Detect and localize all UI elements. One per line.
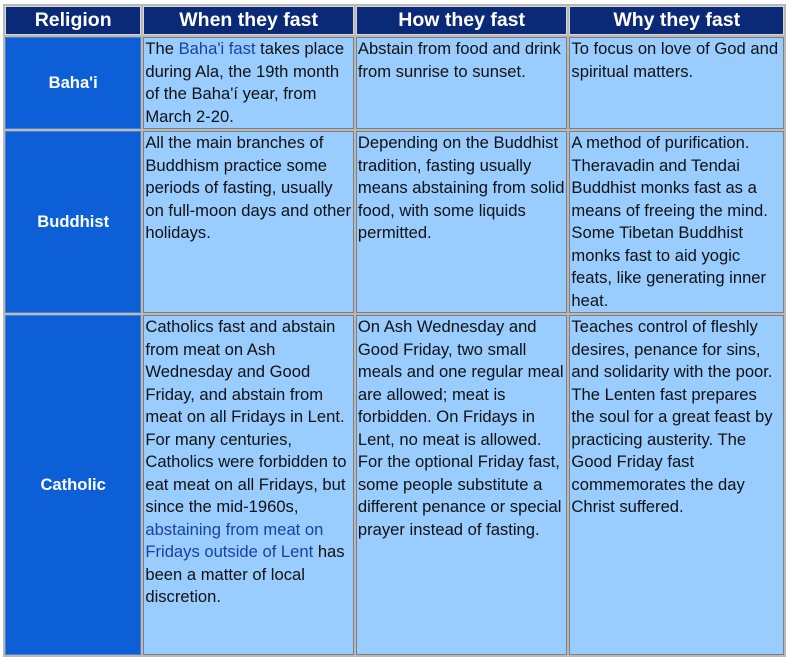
- table-row-catholic: [5, 315, 784, 655]
- abstaining-from-meat-link[interactable]: abstaining from meat on Fridays outside of Lent: [145, 519, 324, 561]
- when-catholic: [143, 315, 354, 655]
- header-why: Why they fast: [569, 6, 784, 35]
- header-when: When they fast: [143, 6, 354, 35]
- religion-bahai: Baha'i: [5, 37, 141, 129]
- why-buddhist: A method of purification. Theravadin and Tendai Buddhist monks fast as a means of freeing the mind. Some Tibetan Buddhist monks fast to aid yogic feats, like generating inner heat.: [569, 131, 784, 313]
- header-religion: Religion: [5, 6, 141, 35]
- fasting-table: [3, 4, 786, 657]
- how-buddhist: Depending on the Buddhist tradition, fasting usually means abstaining from solid food, with some liquids permitted.: [356, 131, 568, 313]
- when-bahai-text-pre: The: [145, 39, 179, 58]
- when-buddhist: All the main branches of Buddhism practice some periods of fasting, usually on full-moon days and other holidays.: [143, 131, 354, 313]
- religion-buddhist: Buddhist: [5, 131, 141, 313]
- table-row-bahai: [5, 37, 784, 129]
- how-catholic: On Ash Wednesday and Good Friday, two small meals and one regular meal are allowed; meat is forbidden. On Fridays in Lent, no meat is allowed. For the optional Friday fast, some people substitute a different penance or special prayer instead of fasting.: [356, 315, 568, 655]
- religion-catholic: Catholic: [5, 315, 141, 655]
- why-bahai: To focus on love of God and spiritual matters.: [569, 37, 784, 129]
- when-bahai: [143, 37, 354, 129]
- when-bahai-text-post: takes place during Ala, the 19th month of the Baha'í year, from March 2-20.: [145, 39, 345, 126]
- header-how: How they fast: [356, 6, 568, 35]
- how-bahai: Abstain from food and drink from sunrise to sunset.: [356, 37, 568, 129]
- when-catholic-text-post: has been a matter of local discretion.: [145, 542, 345, 606]
- bahai-fast-link[interactable]: Baha'i fast: [178, 39, 256, 58]
- header-row: [5, 6, 784, 35]
- when-catholic-text-pre: Catholics fast and abstain from meat on Ash Wednesday and Good Friday, and abstain from meat on all Fridays in Lent. For many centuries, Catholics were forbidden to eat meat on all Fridays, but since the mid-1960s,: [145, 317, 347, 516]
- table-row-buddhist: [5, 131, 784, 313]
- why-catholic: Teaches control of fleshly desires, penance for sins, and solidarity with the poor. The Lenten fast prepares the soul for a great feast by practicing austerity. The Good Friday fast commemorates the day Christ suffered.: [569, 315, 784, 655]
